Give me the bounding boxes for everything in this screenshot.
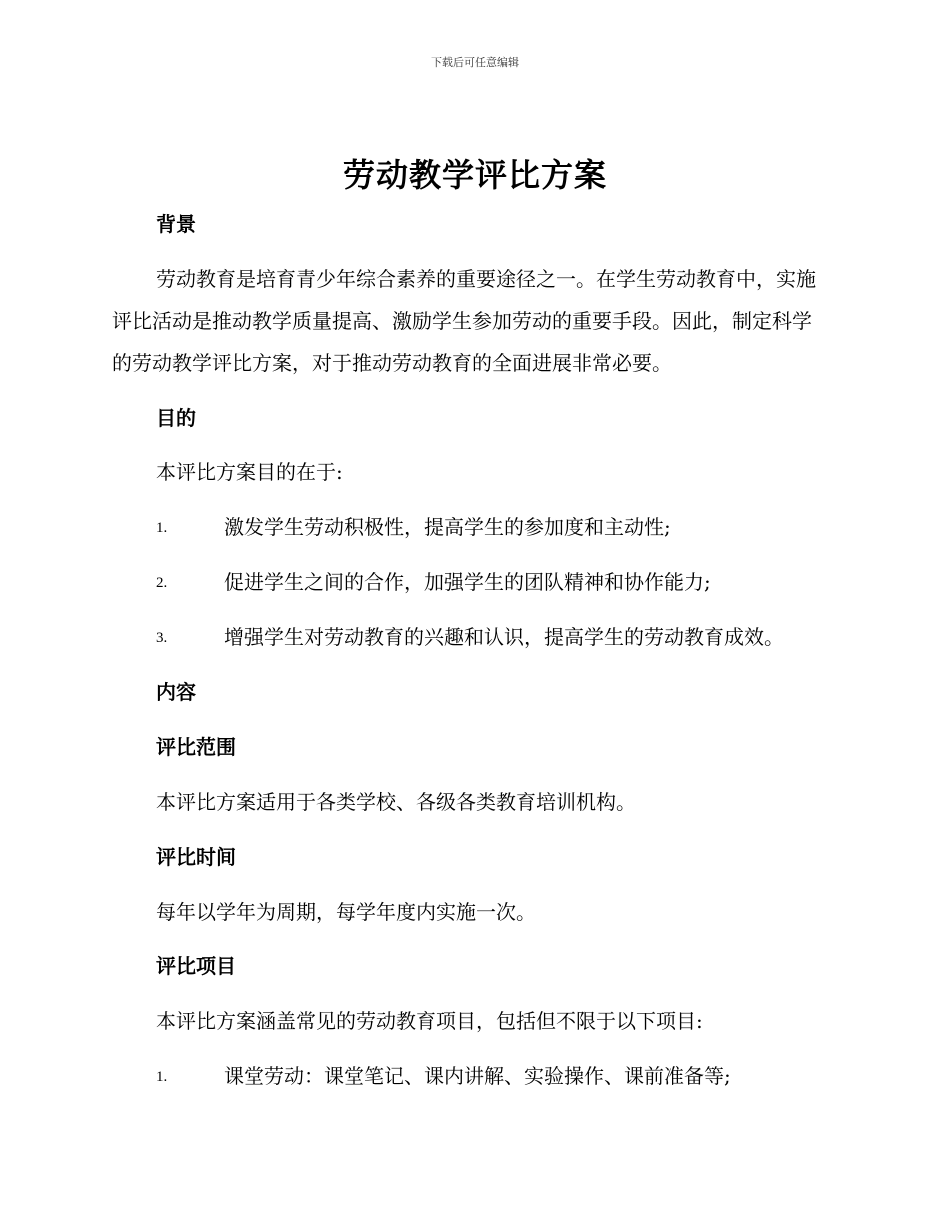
list-text: 激发学生劳动积极性，提高学生的参加度和主动性; xyxy=(224,515,671,539)
time-text: 每年以学年为周期，每学年度内实施一次。 xyxy=(156,900,536,924)
heading-projects: 评比项目 xyxy=(156,954,236,978)
purpose-list-item xyxy=(156,621,784,650)
list-text: 增强学生对劳动教育的兴趣和认识，提高学生的劳动教育成效。 xyxy=(224,625,784,649)
list-number: 1. xyxy=(156,1069,168,1085)
heading-background: 背景 xyxy=(156,212,196,236)
document-title: 劳动教学评比方案 xyxy=(342,156,607,194)
heading-purpose: 目的 xyxy=(156,406,196,430)
heading-content: 内容 xyxy=(156,680,196,704)
list-number: 3. xyxy=(156,630,168,646)
list-text: 促进学生之间的合作，加强学生的团队精神和协作能力; xyxy=(224,570,711,594)
heading-time: 评比时间 xyxy=(156,845,236,869)
projects-list-item xyxy=(156,1060,731,1089)
list-number: 1. xyxy=(156,520,168,536)
purpose-list-item xyxy=(156,511,671,540)
projects-intro: 本评比方案涵盖常见的劳动教育项目，包括但不限于以下项目: xyxy=(156,1009,703,1033)
background-paragraph: 劳动教育是培育青少年综合素养的重要途径之一。在学生劳动教育中，实施评比活动是推动教学质量提高、激励学生参加劳动的重要手段。因此，制定科学的劳动教学评比方案，对于推动劳动教育的全面进展非常必要。 xyxy=(112,267,816,375)
header-note: 下载后可任意编辑 xyxy=(431,56,519,69)
purpose-list-item xyxy=(156,566,711,595)
purpose-intro: 本评比方案目的在于: xyxy=(156,460,343,484)
heading-scope: 评比范围 xyxy=(156,735,236,759)
scope-text: 本评比方案适用于各类学校、各级各类教育培训机构。 xyxy=(156,790,636,814)
list-text: 课堂劳动：课堂笔记、课内讲解、实验操作、课前准备等; xyxy=(224,1064,731,1088)
list-number: 2. xyxy=(156,575,168,591)
